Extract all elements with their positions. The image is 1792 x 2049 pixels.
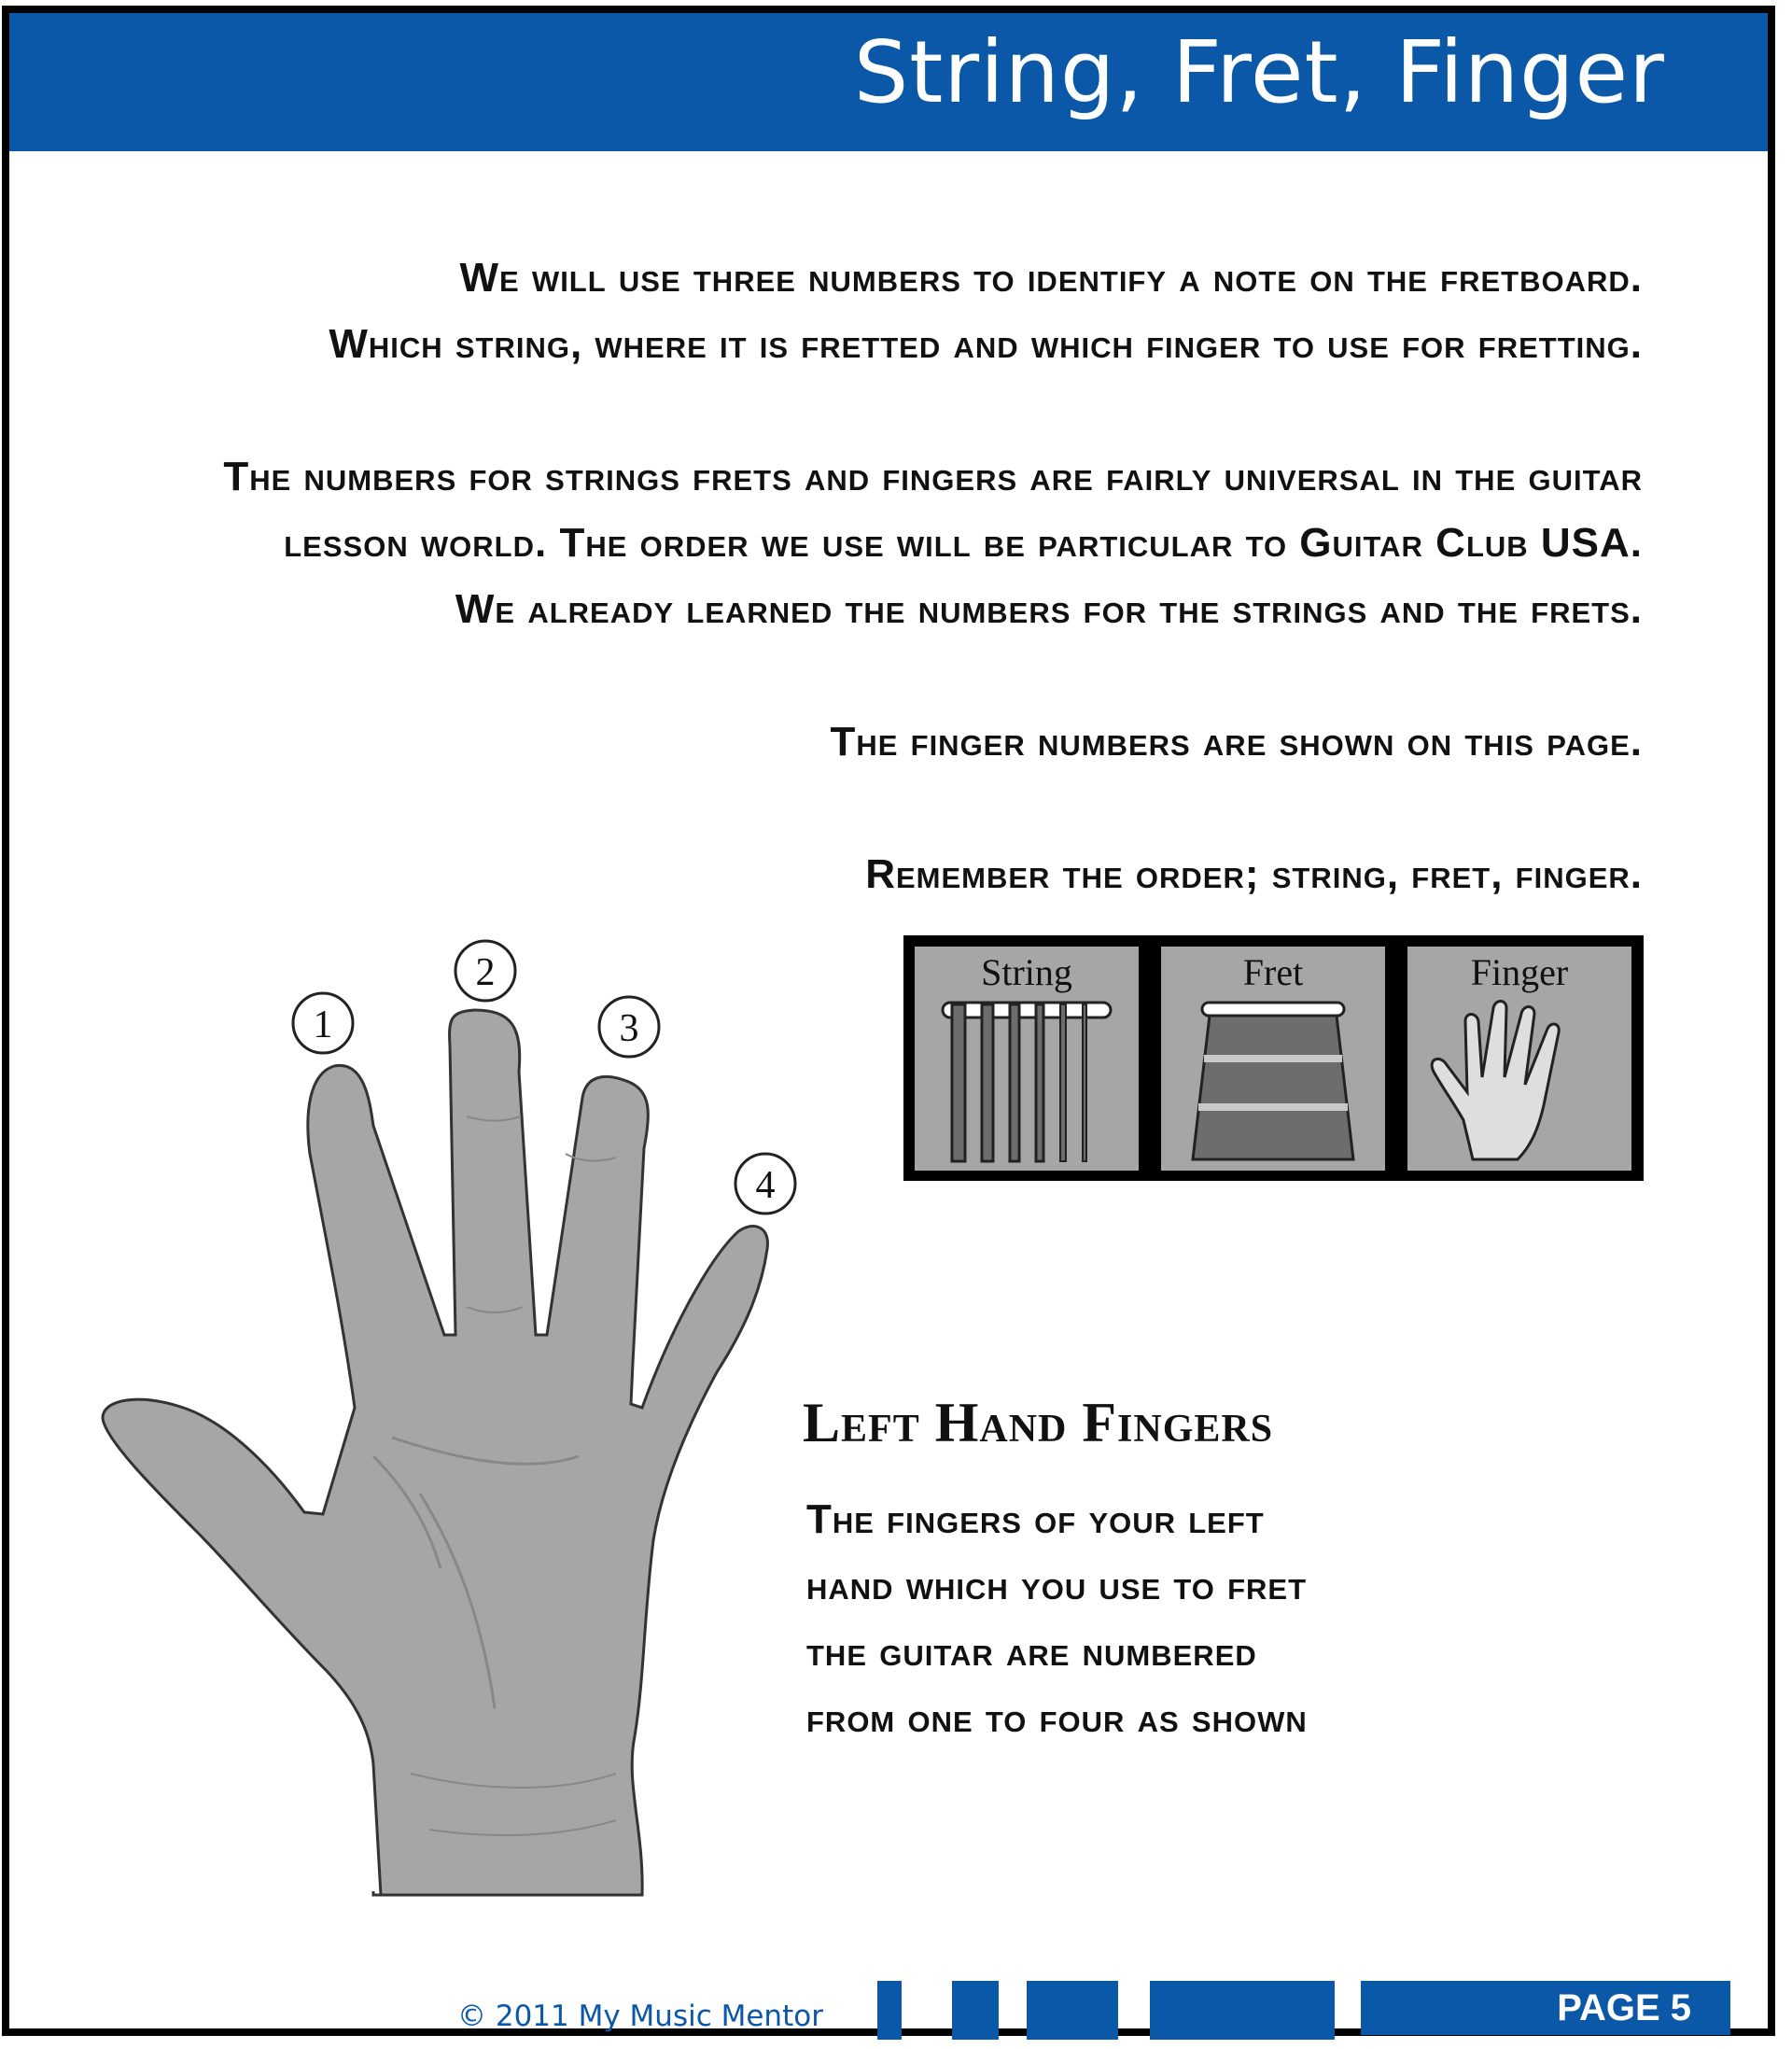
finger-1-number: 1 (313, 1003, 333, 1046)
fret-panel (1161, 947, 1385, 1171)
finger-4-number: 4 (755, 1164, 776, 1207)
footer-stripe (952, 1981, 999, 2040)
intro-line: The finger numbers are shown on this page. (830, 719, 1643, 765)
intro-line: Which string, where it is fretted and which finger to use for fretting. (329, 321, 1643, 367)
intro-text (149, 245, 1643, 907)
left-hand-line: The fingers of your left (806, 1496, 1265, 1542)
intro-line: We already learned the numbers for the strings and the frets. (455, 586, 1643, 632)
string-panel (915, 947, 1139, 1171)
intro-line: Remember the order; string, fret, finger. (865, 851, 1643, 897)
left-hand-line: from one to four as shown (806, 1695, 1308, 1741)
string-fret-finger-panel (903, 935, 1644, 1181)
fret-label: Fret (1242, 951, 1304, 993)
left-hand-illustration (93, 933, 803, 1923)
left-hand-line: the guitar are numbered (806, 1629, 1257, 1675)
finger-label: Finger (1470, 951, 1569, 993)
intro-line: lesson world. The order we use will be particular to Guitar Club USA. (284, 520, 1643, 566)
footer-stripe (1150, 1981, 1335, 2040)
page-title: String, Fret, Finger (853, 22, 1665, 122)
finger-panel (1407, 947, 1631, 1171)
footer-stripe (1027, 1981, 1118, 2040)
left-hand-icon (93, 933, 803, 1923)
footer-stripe (877, 1981, 902, 2040)
left-hand-line: hand which you use to fret (806, 1563, 1308, 1608)
copyright-notice: © 2011 My Music Mentor (457, 2000, 823, 2033)
page-number: PAGE 5 (1361, 1981, 1730, 2035)
intro-line: We will use three numbers to identify a note on the fretboard. (459, 255, 1643, 301)
finger-2-number: 2 (475, 951, 496, 994)
left-hand-heading: Left Hand Fingers (803, 1392, 1274, 1453)
intro-line: The numbers for strings frets and fingers are fairly universal in the guitar (223, 454, 1643, 499)
string-label: String (981, 951, 1072, 993)
left-hand-body (806, 1486, 1460, 1751)
header-bar (9, 13, 1768, 151)
finger-3-number: 3 (619, 1007, 639, 1050)
